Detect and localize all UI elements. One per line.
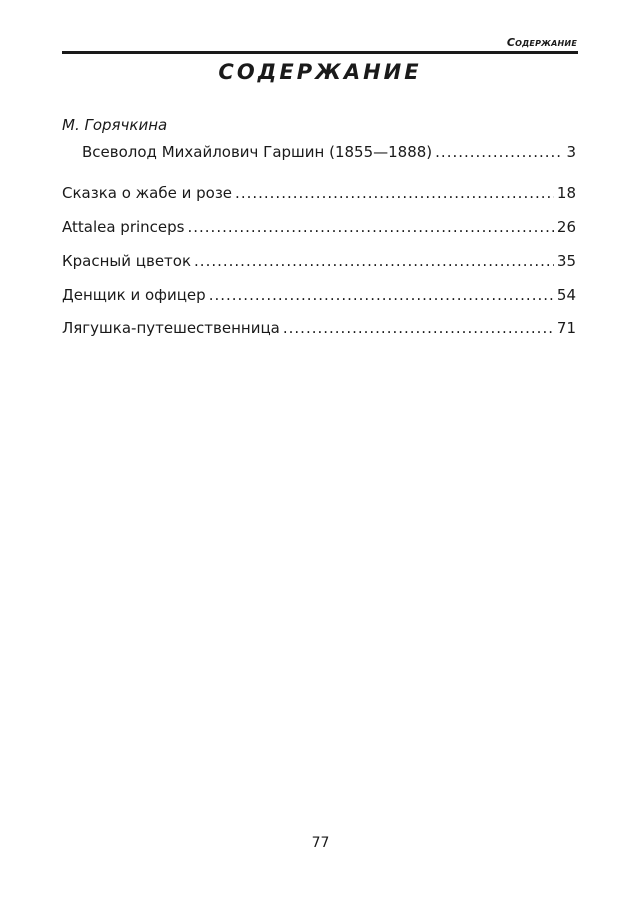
- toc-entry-title: Денщик и офицер: [62, 286, 206, 304]
- toc-dot-leader: [209, 286, 554, 304]
- toc-entry-page: 18: [556, 184, 576, 202]
- toc-dot-leader: [283, 319, 554, 337]
- toc-entry-page: 71: [556, 319, 576, 337]
- running-head: Содержание: [506, 36, 577, 49]
- toc-entry-title: Всеволод Михайлович Гаршин (1855—1888): [82, 143, 433, 161]
- toc-entry-title: Сказка о жабе и розе: [62, 184, 233, 202]
- toc-entry-title: Красный цветок: [62, 252, 192, 270]
- toc-entry-zhaba-i-roza: [62, 184, 576, 202]
- toc-entry-krasnyi-tsvetok: [62, 252, 576, 270]
- toc-dot-leader: [194, 252, 554, 270]
- toc-dot-leader: [435, 143, 563, 161]
- page-title: СОДЕРЖАНИЕ: [218, 60, 422, 84]
- toc-entry-title: Лягушка-путешественница: [62, 319, 280, 337]
- toc-entry-page: 54: [556, 286, 576, 304]
- toc-entry-denshchik: [62, 286, 576, 304]
- toc-entry-attalea: [62, 218, 576, 236]
- toc-entry-page: 3: [566, 143, 576, 161]
- toc-entry-garshin: [82, 143, 576, 161]
- header-rule: [62, 51, 578, 54]
- toc-dot-leader: [235, 184, 554, 202]
- page-number: 77: [311, 835, 330, 851]
- author-name: М. Горячкина: [62, 116, 168, 134]
- toc-entry-page: 26: [556, 218, 576, 236]
- toc-entry-page: 35: [556, 252, 576, 270]
- toc-dot-leader: [187, 218, 553, 236]
- toc-entry-lyagushka: [62, 319, 576, 337]
- toc-entry-title: Attalea princeps: [62, 218, 185, 236]
